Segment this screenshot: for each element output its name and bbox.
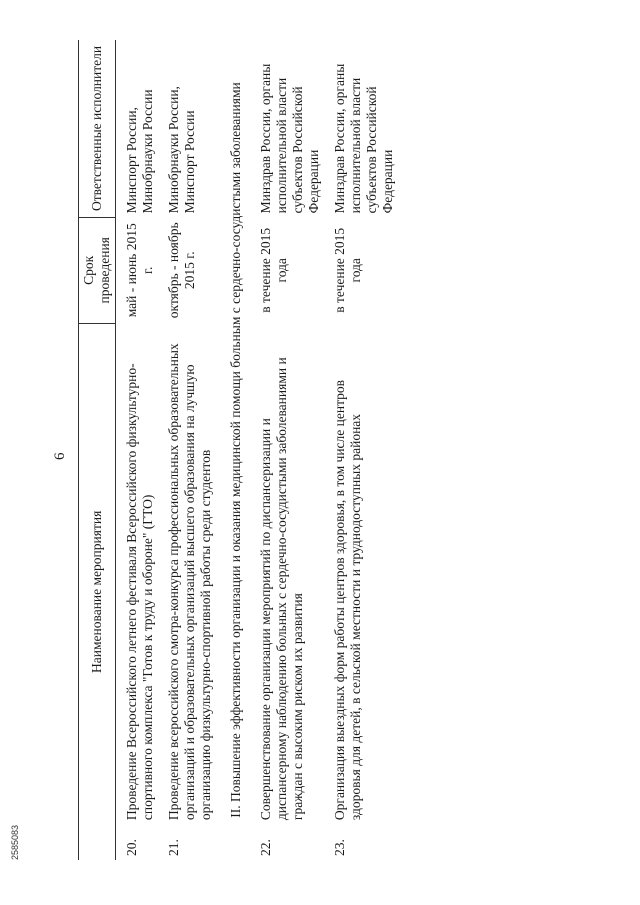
page-number: 6 xyxy=(52,452,68,460)
row-executors: Минобрнауки России, Минспорт России xyxy=(166,86,197,214)
row-number: 20. xyxy=(124,839,139,856)
row-executors: Минздрав России, органы исполнительной власти субъектов Российской Федерации xyxy=(258,63,321,214)
table-row xyxy=(332,40,406,860)
events-table xyxy=(78,40,406,860)
row-term: в течение 2015 года xyxy=(332,227,363,313)
row-term: в течение 2015 года xyxy=(258,227,289,313)
row-term: май - июнь 2015 г. xyxy=(124,223,155,318)
table-header-row xyxy=(79,40,116,860)
row-event-name: Проведение Всероссийского летнего фестиваля Всероссийского физкультурно-спортивного комплекса "Готов к труду и обороне" (ГТО) xyxy=(124,363,155,821)
row-event-name: Организация выездных форм работы центров здоровья, в том числе центров здоровья для детей, в сельской местности и труднодоступных районах xyxy=(332,379,363,821)
rotated-document-page xyxy=(50,40,590,860)
table-row xyxy=(258,40,332,860)
table-row xyxy=(116,40,167,860)
row-number: 23. xyxy=(332,839,347,856)
section-title: II. Повышение эффективности организации и оказания медицинской помощи больным с сердечно-сосудистыми заболеваниями xyxy=(228,82,243,818)
row-number: 21. xyxy=(166,839,181,856)
row-executors: Минздрав России, органы исполнительной власти субъектов Российской Федерации xyxy=(332,63,395,214)
document-code: 2585083 xyxy=(10,824,20,860)
row-term: октябрь - ноябрь 2015 г. xyxy=(166,222,197,319)
section-row xyxy=(224,40,258,860)
row-number: 22. xyxy=(258,839,273,856)
header-term: Срок проведения xyxy=(79,217,116,323)
row-event-name: Проведение всероссийского смотра-конкурса профессиональных образовательных организаций и образовательных организаций высшего образования на лучшую организацию физкультурно-спортивной работы среди студентов xyxy=(166,343,213,821)
row-executors: Минспорт России, Минобрнауки России xyxy=(124,89,155,214)
table-row xyxy=(166,40,224,860)
header-name: Наименование мероприятия xyxy=(79,323,116,860)
row-event-name: Совершенствование организации мероприятий по диспансеризации и диспансерному наблюдению больных с сердечно-сосудистыми заболеваниями и граждан с высоким риском их развития xyxy=(258,357,305,821)
header-executors: Ответственные исполнители xyxy=(79,40,116,217)
